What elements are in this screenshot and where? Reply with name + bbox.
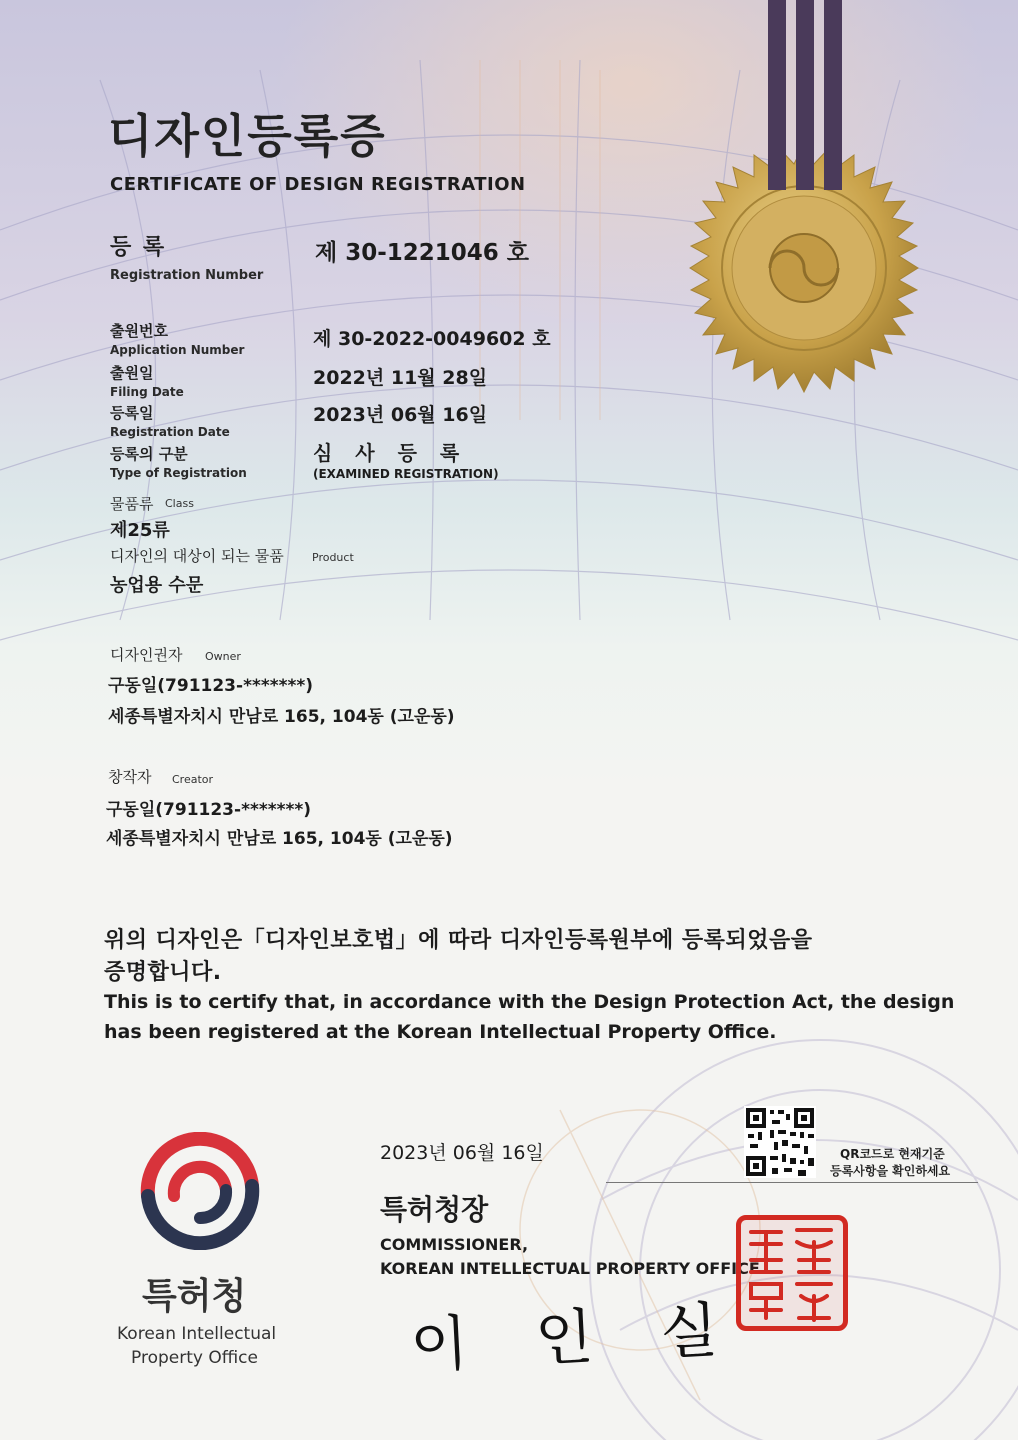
registration-label-en: Registration Number: [110, 268, 264, 283]
logo-name-en-line2: Property Office: [131, 1348, 258, 1368]
owner-address: 세종특별자치시 만남로 165, 104동 (고운동): [108, 707, 455, 727]
qr-note-line2: 등록사항을 확인하세요: [830, 1164, 951, 1178]
application-label-ko: 출원번호: [110, 322, 168, 340]
class-value: 제25류: [110, 520, 170, 541]
page-title-en: CERTIFICATE OF DESIGN REGISTRATION: [110, 174, 526, 195]
commissioner-title-en-line2: KOREAN INTELLECTUAL PROPERTY OFFICE: [380, 1259, 760, 1278]
commissioner-signature: 이 인 실: [408, 1294, 744, 1382]
product-label-en: Product: [312, 551, 354, 564]
ribbon-left: [768, 0, 786, 190]
reg-type-label-en: Type of Registration: [110, 466, 247, 480]
creator-label-en: Creator: [172, 773, 214, 786]
class-label-ko: 물품류: [110, 495, 154, 513]
class-label-en: Class: [165, 497, 194, 510]
application-number: 제 30-2022-0049602 호: [313, 328, 551, 350]
filing-label-ko: 출원일: [110, 364, 154, 382]
creator-name: 구동일(791123-*******): [106, 800, 312, 820]
creator-label-ko: 창작자: [108, 768, 152, 786]
divider: [606, 1182, 978, 1183]
registration-type: 심 사 등 록: [313, 441, 460, 465]
logo-name-ko: 특허청: [142, 1276, 247, 1317]
registration-type-en: (EXAMINED REGISTRATION): [313, 467, 499, 481]
filing-label-en: Filing Date: [110, 385, 184, 399]
product-value: 농업용 수문: [110, 575, 204, 596]
owner-label-en: Owner: [205, 650, 241, 663]
qr-note-line1: QR코드로 현재기준: [840, 1147, 945, 1161]
registration-number: 제 30-1221046 호: [315, 240, 530, 266]
filing-date: 2022년 11월 28일: [313, 367, 488, 389]
reg-date-label-en: Registration Date: [110, 425, 230, 439]
registration-label-ko: 등 록: [110, 235, 167, 260]
stamp-pattern-icon: [741, 1220, 843, 1326]
product-label-ko: 디자인의 대상이 되는 물품: [110, 547, 284, 565]
creator-address: 세종특별자치시 만남로 165, 104동 (고운동): [106, 829, 453, 849]
logo-name-en-line1: Korean Intellectual: [117, 1324, 277, 1344]
kipo-taegeuk-logo-icon: [140, 1132, 260, 1250]
page-title: 디자인등록증: [108, 109, 387, 163]
reg-type-label-ko: 등록의 구분: [110, 445, 188, 463]
statement-en-line1: This is to certify that, in accordance with the Design Protection Act, the design: [104, 991, 955, 1013]
reg-date-label-ko: 등록일: [110, 404, 154, 422]
statement-ko-line1: 위의 디자인은「디자인보호법」에 따라 디자인등록원부에 등록되었음을: [104, 928, 813, 953]
statement-en-line2: has been registered at the Korean Intellectual Property Office.: [104, 1021, 777, 1043]
statement-ko-line2: 증명합니다.: [104, 960, 222, 985]
official-stamp: [736, 1215, 848, 1331]
ribbon-right: [824, 0, 842, 190]
owner-label-ko: 디자인권자: [110, 646, 183, 664]
registration-date: 2023년 06월 16일: [313, 404, 488, 426]
commissioner-title-en-line1: COMMISSIONER,: [380, 1235, 529, 1254]
commissioner-title-ko: 특허청장: [380, 1193, 489, 1226]
ribbon-middle: [796, 0, 814, 190]
application-label-en: Application Number: [110, 343, 245, 357]
qr-code-icon[interactable]: [744, 1106, 816, 1178]
owner-name: 구동일(791123-*******): [108, 676, 314, 696]
issue-date: 2023년 06월 16일: [380, 1142, 544, 1164]
